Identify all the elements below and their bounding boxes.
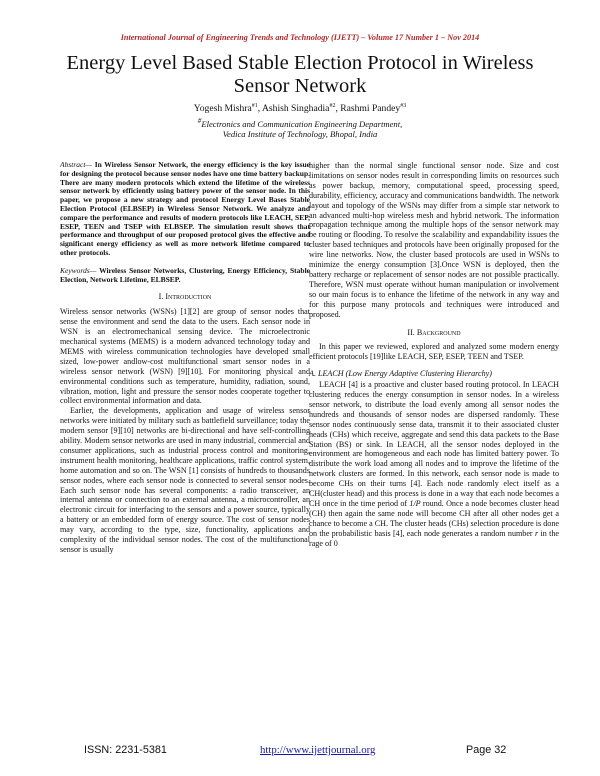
section-heading: I. Introduction bbox=[158, 292, 212, 302]
author-mark: #2 bbox=[329, 103, 336, 109]
paragraph: Earlier, the developments, application and usage of wireless sensor networks were initiated by military such as battlefield surveillance; today the modern sensor [9][10] networks are bi-directional and have self-controlling ability. Modern sensor networks are used in many industrial, commercial and consumer applications, such as industrial process control and monitoring, instrument health monitoring, healthcare applications, traffic control system, home automation and so on. The WSN [1] consists of hundreds to thousands sensor nodes, where each sensor node is connected to several sensor nodes. Each such sensor node has several components: a radio transceiver, an internal antenna or connection to an external antenna, a microcontroller, an electronic circuit for interfacing to the sensors and a power source, typically a battery or an embedded form of energy source. The cost of sensor nodes may vary, according to the type, size, functionality, applications and complexity of the individual sensor nodes. The cost of the multifunctional sensor is usually bbox=[60, 406, 310, 555]
affiliation-line: #Electronics and Communication Engineering Department, bbox=[197, 117, 403, 129]
abstract bbox=[60, 161, 310, 258]
author-list: Yogesh Mishra$^{\#1}$, Ashish Singhadia$^{\#2}$, Rashmi Pandey$^{\#3}$ bbox=[193, 103, 407, 115]
author-name: Ashish Singhadia bbox=[262, 103, 330, 115]
math-expression: 1/P bbox=[409, 499, 421, 508]
abstract-label: Abstract— bbox=[60, 160, 93, 169]
author-name: Yogesh Mishra bbox=[193, 103, 252, 115]
math-variable: r bbox=[534, 528, 539, 538]
section-heading: II. Background bbox=[407, 327, 461, 337]
paragraph: LEACH [4] is a proactive and cluster based routing protocol. In LEACH clustering reduces the energy consumption in sensor nodes. In a wireless sensor network, to distribute the load evenly among all sensor nodes the hundreds and thousands of sensor nodes are dispersed randomly. These sensor nodes continuously sense data, transmit it to their associated cluster heads (CHs) which receive, aggregate and send this data packets to the Base Station (BS) or sink. In LEACH, all the sensor nodes deployed in the environment are homogeneous and each node has limited battery power. To distribute the work load among all nodes and to improve the lifetime of the network clusters are formed. In this network, each sensor node is made to become CHs on their turns [4]. Each node randomly elect itself as a CH(cluster head) and this process is done in a way that each node becomes a CH once in the time period of 1/P round. Once a node becomes cluster head (CH) then again the same node will become CH after all other nodes get a chance to become a CH. The cluster heads (CHs) selection procedure is done on the probabilistic basis [4], each node generates a random number r in the rage of 0 bbox=[309, 380, 559, 548]
abstract-text: In Wireless Sensor Network, the energy efficiency is the key issue for designing the protocol because sensor nodes have one time battery backup. There are many modern protocols which extend the lifetime of the wireless sensor network by efficiently using battery power of the sensor node. In this paper, we propose a new strategy and protocol Energy Level Bases Stable Election Protocol (ELBSEP) in Wireless Sensor Network. We analyze and compare the performance and results of modern protocols like LEACH, SEP, ESEP, TEEN and TSEP with ELBSEP. The simulation result shows that performance and throughput of our proposed protocol gives the effective and significant energy efficiency as well as more network lifetime compared to other protocols. bbox=[60, 160, 311, 257]
keywords-label: Keywords— bbox=[60, 265, 97, 275]
author-name: Rashmi Pandey bbox=[340, 103, 401, 115]
paragraph: In this paper we reviewed, explored and analyzed some modern energy efficient protocols [19]like LEACH, SEP, ESEP, TEEN and TSEP. bbox=[309, 342, 559, 362]
right-column bbox=[309, 161, 559, 549]
journal-header: International Journal of Engineering Trends and Technology (IJETT) – Volume 17 Number 1 – Nov 2014 bbox=[120, 33, 480, 42]
subsection-heading: A. LEACH (Low Energy Adaptive Clustering Hierarchy) bbox=[309, 369, 492, 379]
paper-title: Energy Level Based Stable Election Protocol in Wireless Sensor Network bbox=[66, 52, 534, 97]
footer-page-number: Page 32 bbox=[466, 744, 507, 756]
affiliation-mark: # bbox=[197, 117, 202, 125]
keywords-text: Wireless Sensor Networks, Clustering, Energy Efficiency, Stable Election, Network Lifetime, ELBSEP. bbox=[60, 265, 310, 284]
keywords bbox=[60, 267, 310, 285]
paragraph: Wireless sensor networks (WSNs) [1][2] are group of sensor nodes that sense the environment and send the data to the users. Each sensor node in WSN is an electromechanical sensing device. The microelectronic mechanical systems (MEMS) is a modern advanced technology today and MEMS with wireless communication technologies have developed small sized, low-power andlow-cost multifunctional smart sensor nodes in a wireless sensor network (WSN) [9][10]. For monitoring physical and environmental conditions such as temperature, humidity, radiation, sound, vibration, motion, light and pressure the sensor nodes cooperate together to collect environmental information and data. bbox=[60, 307, 310, 406]
author-mark: #3 bbox=[400, 103, 407, 109]
paragraph: higher than the normal single functional sensor node. Size and cost limitations on sensor nodes result in corresponding limits on resources such as power backup, memory, computational speed, processing speed, durability, efficiency, accuracy and communications bandwidth. The network layout and topology of the WSNs may differ from a simple star network to an advanced multi-hop wireless mesh and hybrid network. The information propagation technique among the multiple hops of the sensor network may be routing or flooding. To resolve the scalability and expandability issues the cluster based techniques and protocols have been originally proposed for the wire line networks. Now, the cluster based protocols are used in WSNs to minimize the energy consumption [3].Once WSN is deployed, then the battery recharge or replacement of sensor nodes are not possible practically. Therefore, WSN must operate without human manipulation or involvement so our main focus is to enhance the lifetime of the network in any way and for this purpose many protocols and techniques were introduced and proposed. bbox=[309, 161, 559, 319]
footer-journal-link[interactable]: http://www.ijettjournal.org bbox=[260, 744, 376, 756]
left-column bbox=[60, 161, 310, 555]
author-mark: #1 bbox=[251, 103, 258, 109]
footer-issn: ISSN: 2231-5381 bbox=[84, 744, 167, 756]
affiliation-line: Vedica Institute of Technology, Bhopal, India bbox=[222, 129, 378, 139]
